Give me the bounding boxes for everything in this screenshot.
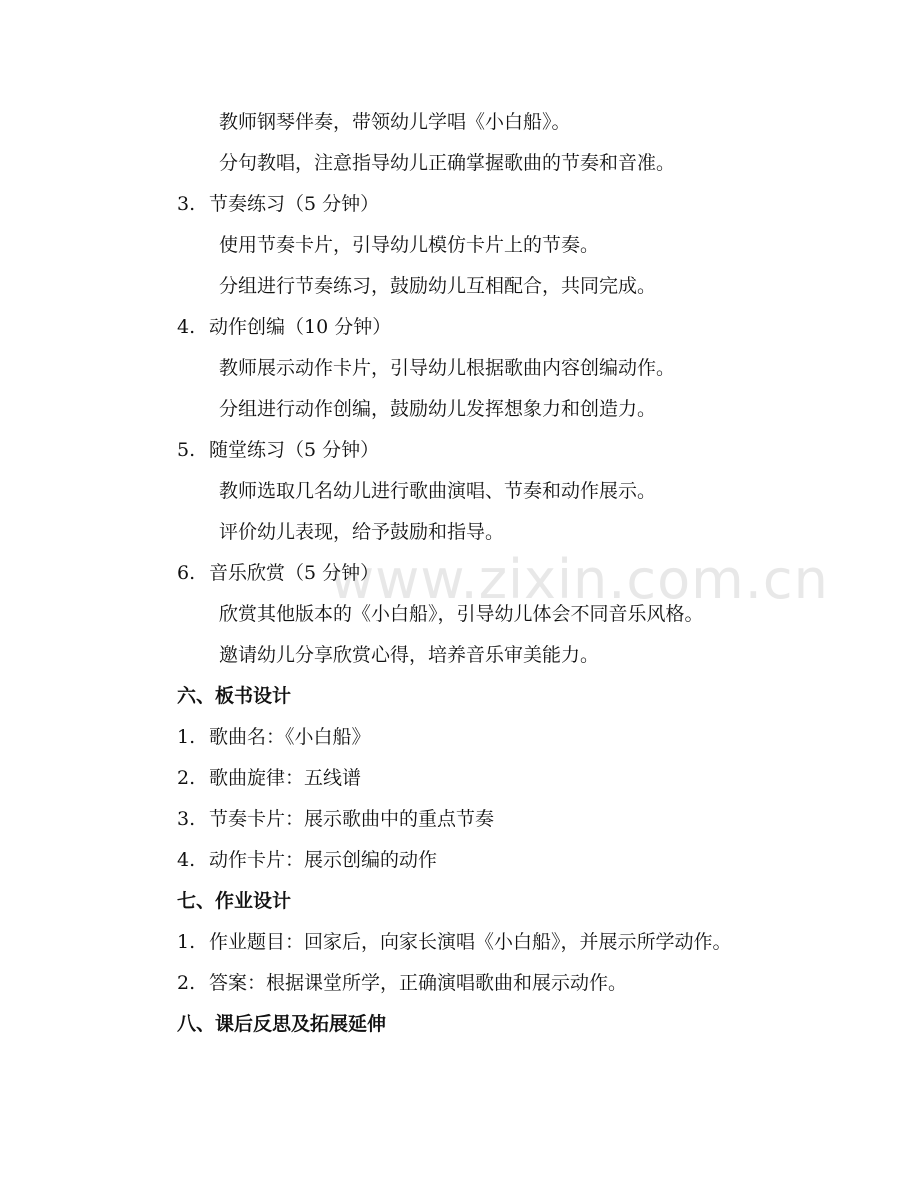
step-title [177, 438, 379, 462]
section-heading: 六、板书设计 [177, 685, 292, 707]
step-title-text: 随堂练习（5 分钟） [209, 439, 380, 461]
list-item-text: 答案：根据课堂所学，正确演唱歌曲和展示动作。 [209, 972, 628, 994]
paragraph-line: 教师钢琴伴奏，带领幼儿学唱《小白船》。 [219, 111, 571, 133]
paragraph-line: 分句教唱，注意指导幼儿正确掌握歌曲的节奏和音准。 [219, 152, 676, 174]
paragraph-line: 评价幼儿表现，给予鼓励和指导。 [219, 521, 505, 543]
step-number: 3. [177, 193, 196, 215]
list-item [177, 725, 371, 749]
paragraph-line: 邀请幼儿分享欣赏心得，培养音乐审美能力。 [219, 644, 600, 666]
section-heading: 七、作业设计 [177, 890, 292, 912]
list-item-text: 节奏卡片：展示歌曲中的重点节奏 [209, 808, 495, 830]
list-item [177, 971, 627, 995]
list-number: 2. [177, 767, 196, 789]
paragraph-line: 教师选取几名幼儿进行歌曲演唱、节奏和动作展示。 [219, 480, 657, 502]
list-item [177, 807, 494, 831]
paragraph-line: 分组进行节奏练习，鼓励幼儿互相配合，共同完成。 [219, 275, 657, 297]
list-number: 1. [177, 726, 196, 748]
step-title [177, 192, 379, 216]
step-title [177, 315, 391, 339]
list-item-text: 歌曲旋律：五线谱 [209, 767, 362, 789]
step-number: 6. [177, 562, 196, 584]
step-title-text: 动作创编（10 分钟） [209, 316, 392, 338]
section-heading: 八、课后反思及拓展延伸 [177, 1013, 387, 1035]
list-number: 3. [177, 808, 196, 830]
paragraph-line: 分组进行动作创编，鼓励幼儿发挥想象力和创造力。 [219, 398, 657, 420]
list-item [177, 930, 732, 954]
watermark: www.zixin.com.cn [330, 548, 829, 611]
step-title-text: 音乐欣赏（5 分钟） [209, 562, 380, 584]
list-number: 2. [177, 972, 196, 994]
list-item [177, 848, 437, 872]
list-item-text: 歌曲名：《小白船》 [209, 726, 371, 748]
paragraph-line: 使用节奏卡片，引导幼儿模仿卡片上的节奏。 [219, 234, 600, 256]
list-item-text: 动作卡片：展示创编的动作 [209, 849, 438, 871]
list-item-text: 作业题目：回家后，向家长演唱《小白船》，并展示所学动作。 [209, 931, 732, 953]
paragraph-line: 欣赏其他版本的《小白船》，引导幼儿体会不同音乐风格。 [219, 603, 704, 625]
step-title [177, 561, 379, 585]
list-item [177, 766, 361, 790]
step-number: 4. [177, 316, 196, 338]
list-number: 1. [177, 931, 196, 953]
paragraph-line: 教师展示动作卡片，引导幼儿根据歌曲内容创编动作。 [219, 357, 676, 379]
step-title-text: 节奏练习（5 分钟） [209, 193, 380, 215]
step-number: 5. [177, 439, 196, 461]
list-number: 4. [177, 849, 196, 871]
